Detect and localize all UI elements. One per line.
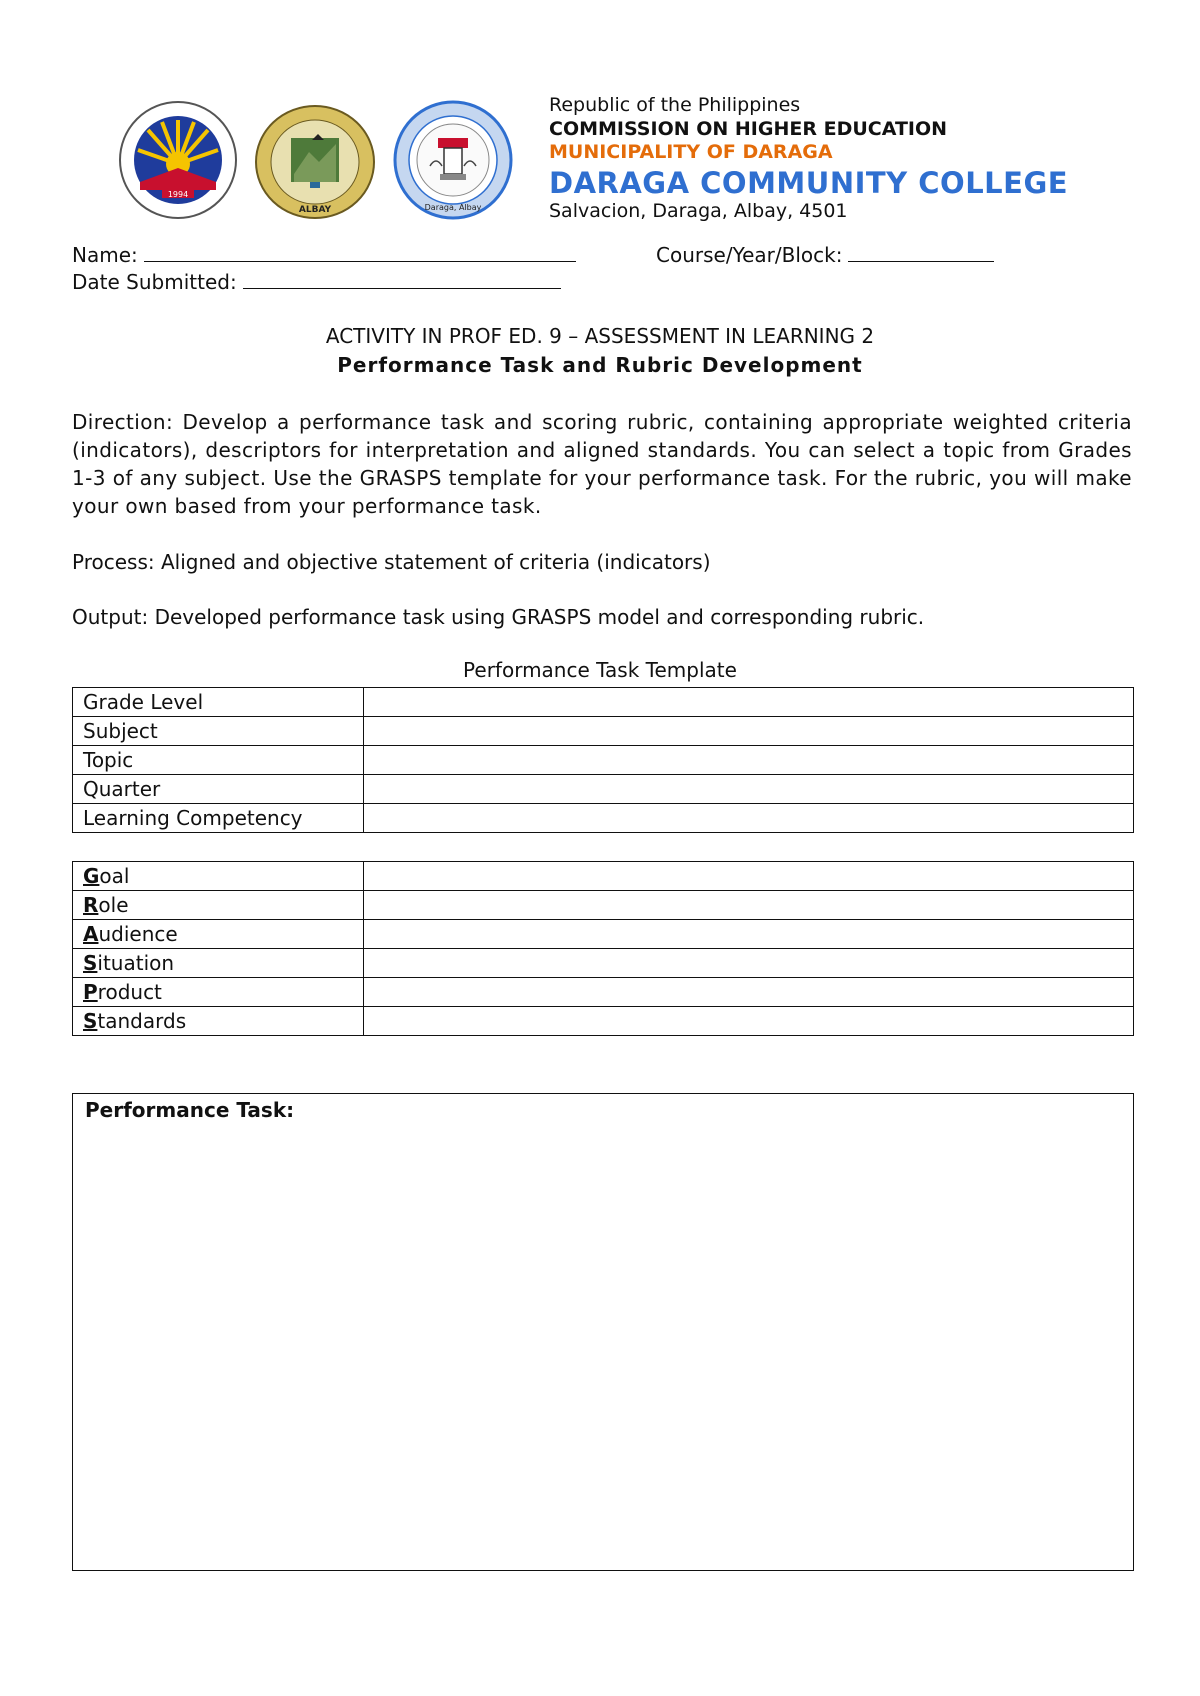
grasps-value[interactable]	[364, 978, 1134, 1007]
table-row	[73, 862, 1134, 891]
table-row	[73, 775, 1134, 804]
municipality-line: MUNICIPALITY OF DARAGA	[549, 141, 833, 163]
table-row	[73, 717, 1134, 746]
grasps-value[interactable]	[364, 862, 1134, 891]
row-label: Grade Level	[73, 688, 364, 717]
performance-task-label: Performance Task:	[85, 1098, 295, 1122]
dcc-seal-bottom: Daraga, Albay	[424, 203, 482, 212]
daraga-seal-bottom: ALBAY	[298, 205, 332, 215]
output-text: Output: Developed performance task using GRASPS model and corresponding rubric.	[72, 605, 925, 629]
grasps-value[interactable]	[364, 920, 1134, 949]
grasps-label: Standards	[73, 1007, 364, 1036]
row-value[interactable]	[364, 717, 1134, 746]
table-row	[73, 688, 1134, 717]
date-label: Date Submitted:	[72, 270, 237, 294]
row-label: Subject	[73, 717, 364, 746]
dcc-seal-icon	[392, 100, 514, 220]
row-label: Quarter	[73, 775, 364, 804]
date-blank[interactable]	[243, 270, 561, 289]
performance-task-box[interactable]	[72, 1093, 1134, 1571]
process-text: Process: Aligned and objective statement of criteria (indicators)	[72, 550, 711, 574]
grasps-label: Situation	[73, 949, 364, 978]
direction-text: Direction: Develop a performance task and scoring rubric, containing appropriate weighted criteria (indicators), descriptors for interpretation and aligned standards. You can select a topic from Grades 1-3 of any subject. Use the GRASPS template for your performance task. For the rubric, you will make your own based from your performance task.	[72, 410, 1132, 518]
row-value[interactable]	[364, 688, 1134, 717]
activity-title: ACTIVITY IN PROF ED. 9 – ASSESSMENT IN LEARNING 2	[325, 324, 875, 348]
course-blank[interactable]	[848, 243, 994, 262]
details-table	[72, 687, 1134, 833]
date-field	[72, 270, 561, 294]
row-value[interactable]	[364, 775, 1134, 804]
grasps-table	[72, 861, 1134, 1036]
grasps-label: Audience	[73, 920, 364, 949]
ched-line: COMMISSION ON HIGHER EDUCATION	[549, 118, 948, 140]
ched-year: 1994	[167, 190, 189, 199]
course-label: Course/Year/Block:	[656, 243, 843, 267]
table-row	[73, 1007, 1134, 1036]
grasps-label: Role	[73, 891, 364, 920]
college-name: DARAGA COMMUNITY COLLEGE	[549, 166, 1069, 200]
activity-subtitle: Performance Task and Rubric Development	[337, 353, 863, 377]
row-value[interactable]	[364, 804, 1134, 833]
daraga-seal-icon	[254, 104, 376, 220]
college-address: Salvacion, Daraga, Albay, 4501	[549, 200, 848, 222]
table-row	[73, 746, 1134, 775]
name-blank[interactable]	[144, 243, 576, 262]
table-row	[73, 804, 1134, 833]
republic-line: Republic of the Philippines	[549, 94, 801, 116]
grasps-value[interactable]	[364, 1007, 1134, 1036]
template-caption: Performance Task Template	[463, 658, 737, 682]
grasps-value[interactable]	[364, 891, 1134, 920]
table-row	[73, 978, 1134, 1007]
table-row	[73, 920, 1134, 949]
ched-seal-icon	[118, 98, 238, 222]
name-field	[72, 243, 576, 267]
course-field	[656, 243, 994, 267]
table-row	[73, 891, 1134, 920]
table-row	[73, 949, 1134, 978]
name-label: Name:	[72, 243, 138, 267]
grasps-value[interactable]	[364, 949, 1134, 978]
grasps-label: Product	[73, 978, 364, 1007]
row-value[interactable]	[364, 746, 1134, 775]
grasps-label: Goal	[73, 862, 364, 891]
row-label: Topic	[73, 746, 364, 775]
row-label: Learning Competency	[73, 804, 364, 833]
